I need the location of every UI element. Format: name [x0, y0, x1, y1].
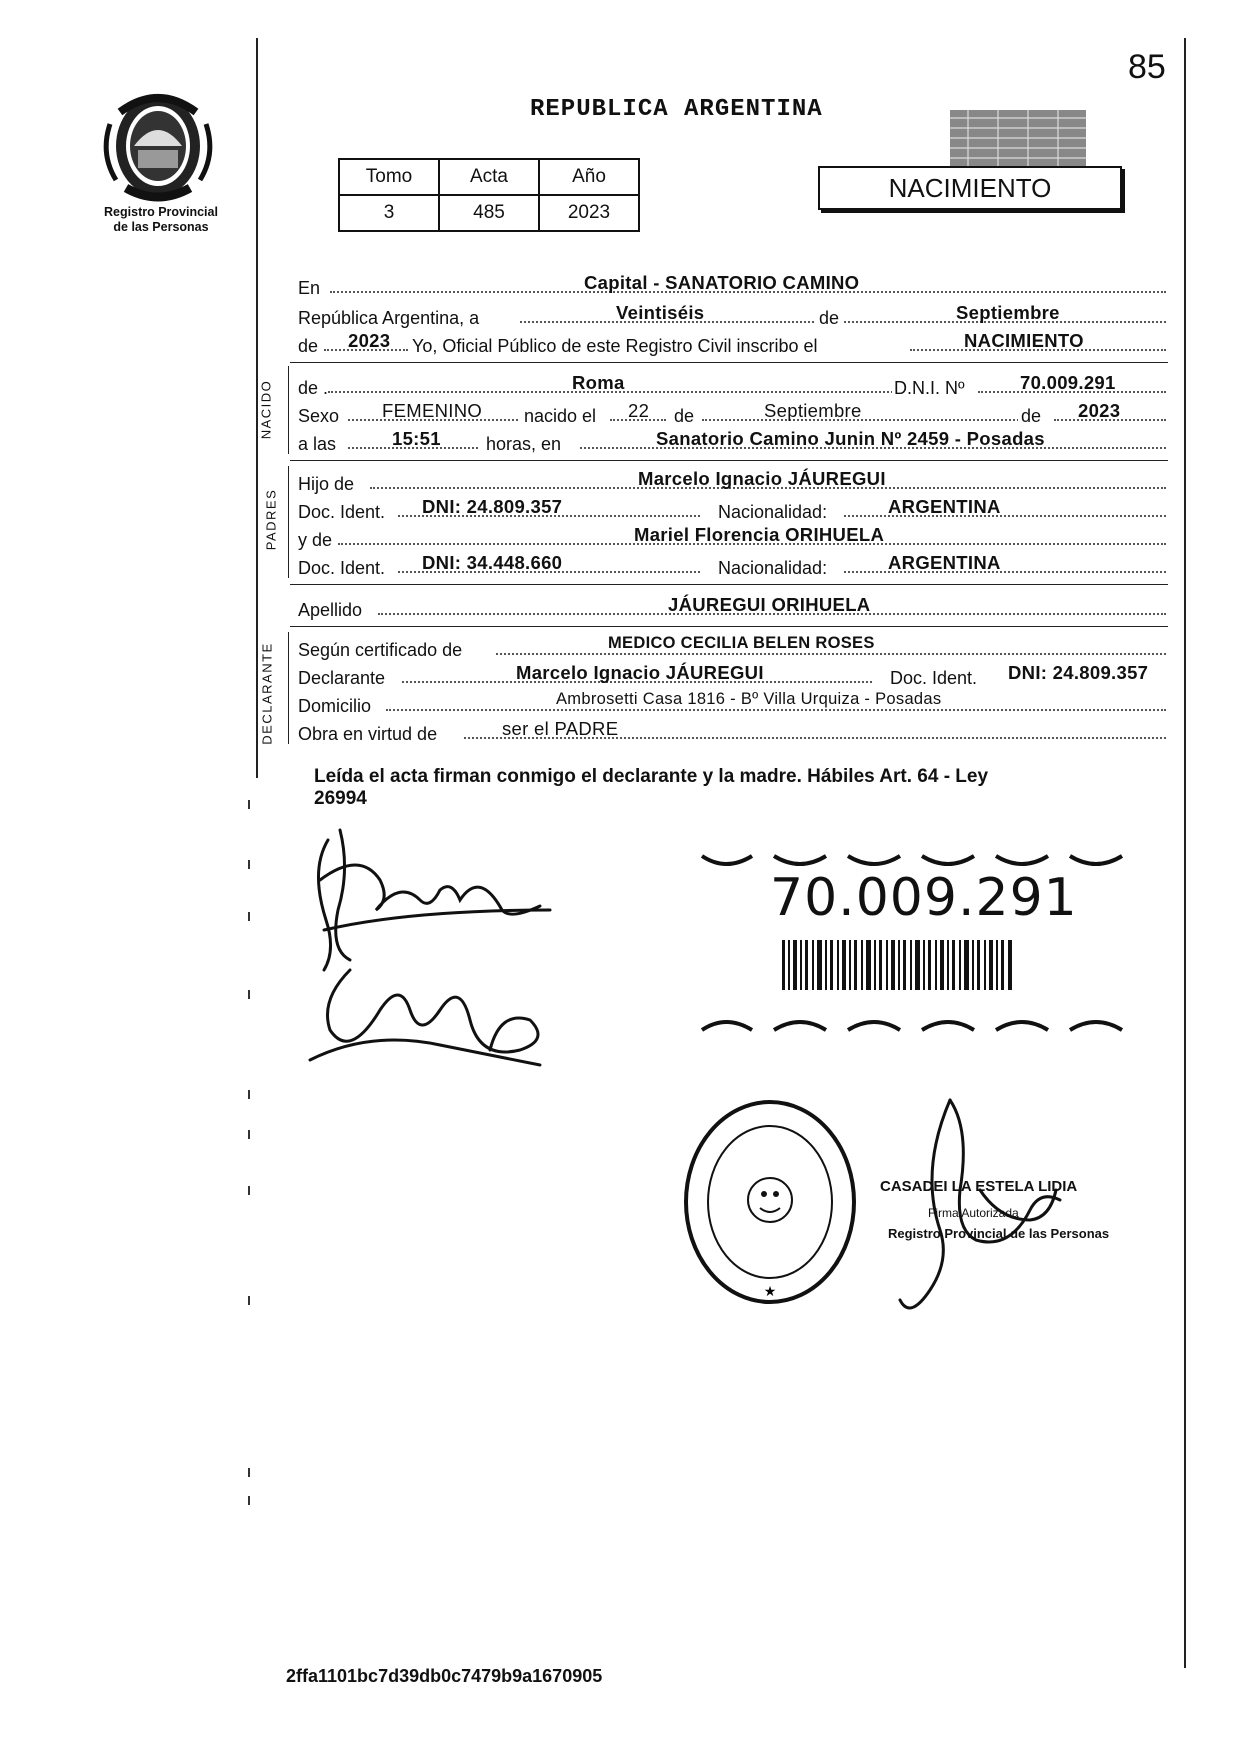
- declarante-label: Declarante: [298, 668, 386, 688]
- id-stamp-number: 70.009.291: [770, 868, 1078, 928]
- de-label: de: [1018, 406, 1044, 427]
- divider: [290, 460, 1168, 461]
- father-nationality-value: ARGENTINA: [888, 496, 1001, 517]
- registry-header-acta: Acta: [439, 159, 539, 195]
- surname-value: JÁUREGUI ORIHUELA: [668, 594, 871, 615]
- document-type-box: NACIMIENTO: [818, 166, 1122, 210]
- registry-header-tomo: Tomo: [339, 159, 439, 195]
- birth-time-value: 15:51: [392, 428, 441, 449]
- security-stamp-graphic: [948, 108, 1088, 168]
- margin-tick: [248, 1296, 250, 1305]
- republica-label: República Argentina, a: [298, 308, 480, 328]
- divider: [290, 626, 1168, 627]
- organization-line1: Registro Provincial: [104, 205, 218, 219]
- closing-note-line2: 26994: [314, 788, 367, 809]
- birth-place-value: Sanatorio Camino Junin Nº 2459 - Posadas: [656, 428, 1045, 449]
- registry-value-anio: 2023: [539, 195, 639, 231]
- page-number: 85: [1128, 48, 1166, 86]
- obra-label: Obra en virtud de: [298, 724, 438, 744]
- doc-ident-label: Doc. Ident.: [890, 668, 978, 688]
- margin-tick: [248, 990, 250, 999]
- official-signature: [880, 1090, 1090, 1320]
- margin-tick: [248, 1468, 250, 1477]
- dotted-line: [702, 419, 1026, 421]
- section-label-padres: PADRES: [263, 488, 279, 551]
- barcode: [782, 940, 1014, 990]
- margin-tick: [248, 1496, 250, 1505]
- right-margin-line: [1184, 38, 1186, 1668]
- registry-header-row: [339, 159, 639, 195]
- signature-declarante-and-mother: [290, 810, 570, 1080]
- dni-label: D.N.I. Nº: [894, 378, 965, 398]
- organization-name: [86, 205, 236, 235]
- registry-header-anio: Año: [539, 159, 639, 195]
- registry-table: [338, 158, 640, 232]
- line-domicilio: [298, 690, 1168, 722]
- line-madre-doc: [298, 552, 1168, 584]
- de-label: de: [674, 406, 695, 426]
- registry-value-acta: 485: [439, 195, 539, 231]
- section-bracket: [288, 632, 289, 744]
- line-nacido-hora: [298, 428, 1168, 460]
- declarant-name-value: Marcelo Ignacio JÁUREGUI: [516, 662, 764, 683]
- organization-line2: de las Personas: [113, 220, 209, 234]
- father-doc-value: DNI: 24.809.357: [422, 496, 563, 517]
- hijo-de-label: Hijo de: [298, 474, 355, 494]
- doc-ident-label: Doc. Ident.: [298, 558, 386, 578]
- birth-month-value: Septiembre: [764, 400, 862, 421]
- horas-en-label: horas, en: [486, 434, 562, 454]
- y-de-label: y de: [298, 530, 333, 550]
- child-name-value: Roma: [572, 372, 625, 393]
- svg-text:★: ★: [763, 1283, 777, 1299]
- line-apellido: [298, 594, 1168, 626]
- oficial-text: Yo, Oficial Público de este Registro Civil inscribo el: [412, 336, 818, 356]
- misiones-coat-of-arms-logo: [100, 84, 216, 204]
- a-las-label: a las: [298, 434, 337, 454]
- year-value: 2023: [348, 330, 391, 351]
- margin-tick: [248, 1090, 250, 1099]
- line-oficial: [298, 330, 1168, 362]
- official-role: Firma Autorizada: [928, 1206, 1019, 1220]
- official-organization: Registro Provincial de las Personas: [888, 1226, 1110, 1241]
- line-obra: [298, 718, 1168, 750]
- section-label-declarante: DECLARANTE: [259, 642, 275, 745]
- nacionalidad-label: Nacionalidad:: [718, 502, 828, 522]
- footer-hash: 2ffa1101bc7d39db0c7479b9a1670905: [286, 1666, 603, 1686]
- section-bracket: [288, 366, 289, 454]
- margin-tick: [248, 860, 250, 869]
- mother-doc-value: DNI: 34.448.660: [422, 552, 563, 573]
- section-label-nacido: NACIDO: [258, 379, 274, 440]
- margin-tick: [248, 912, 250, 921]
- dotted-line: [386, 709, 1166, 711]
- official-name: CASADEI LA ESTELA LIDIA: [880, 1178, 1078, 1195]
- closing-note: [314, 766, 1174, 810]
- father-name-value: Marcelo Ignacio JÁUREGUI: [638, 468, 886, 489]
- birth-year-value: 2023: [1078, 400, 1121, 421]
- section-bracket: [288, 466, 289, 578]
- margin-tick: [248, 1130, 250, 1139]
- official-seal: [680, 1096, 860, 1308]
- month-value: Septiembre: [956, 302, 1060, 323]
- apellido-label: Apellido: [298, 600, 363, 620]
- stamp-wave-pattern-bottom: [696, 1010, 1136, 1036]
- sexo-value: FEMENINO: [382, 400, 483, 421]
- event-value: NACIMIENTO: [964, 330, 1084, 351]
- address-value: Ambrosetti Casa 1816 - Bº Villa Urquiza - Posadas: [556, 690, 942, 708]
- nacido-el-label: nacido el: [524, 406, 597, 426]
- relation-value: ser el PADRE: [502, 718, 619, 739]
- certificado-label: Según certificado de: [298, 640, 463, 660]
- margin-tick: [248, 1186, 250, 1195]
- dotted-line: [496, 653, 1166, 655]
- de-label: de: [298, 336, 319, 356]
- domicilio-label: Domicilio: [298, 696, 372, 716]
- declarant-doc-value: DNI: 24.809.357: [1008, 662, 1149, 683]
- line-en: [298, 272, 1168, 304]
- registry-value-row: [339, 195, 639, 231]
- certificate-doctor-value: MEDICO CECILIA BELEN ROSES: [608, 634, 875, 652]
- registry-value-tomo: 3: [339, 195, 439, 231]
- nacionalidad-label: Nacionalidad:: [718, 558, 828, 578]
- divider: [290, 584, 1168, 585]
- de-label: de: [816, 308, 842, 329]
- closing-note-line1: Leída el acta firman conmigo el declarante y la madre. Hábiles Art. 64 - Ley: [314, 766, 989, 787]
- mother-nationality-value: ARGENTINA: [888, 552, 1001, 573]
- document-title: REPUBLICA ARGENTINA: [530, 96, 823, 123]
- de-label: de .: [298, 378, 329, 398]
- sexo-label: Sexo: [298, 406, 340, 426]
- mother-name-value: Mariel Florencia ORIHUELA: [634, 524, 885, 545]
- day-value: Veintiséis: [616, 302, 705, 323]
- en-label: En: [298, 278, 321, 298]
- margin-tick: [248, 800, 250, 809]
- child-dni-value: 70.009.291: [1020, 372, 1116, 393]
- divider: [290, 362, 1168, 363]
- birth-day-value: 22: [628, 400, 650, 421]
- doc-ident-label: Doc. Ident.: [298, 502, 386, 522]
- place-value: Capital - SANATORIO CAMINO: [584, 272, 860, 293]
